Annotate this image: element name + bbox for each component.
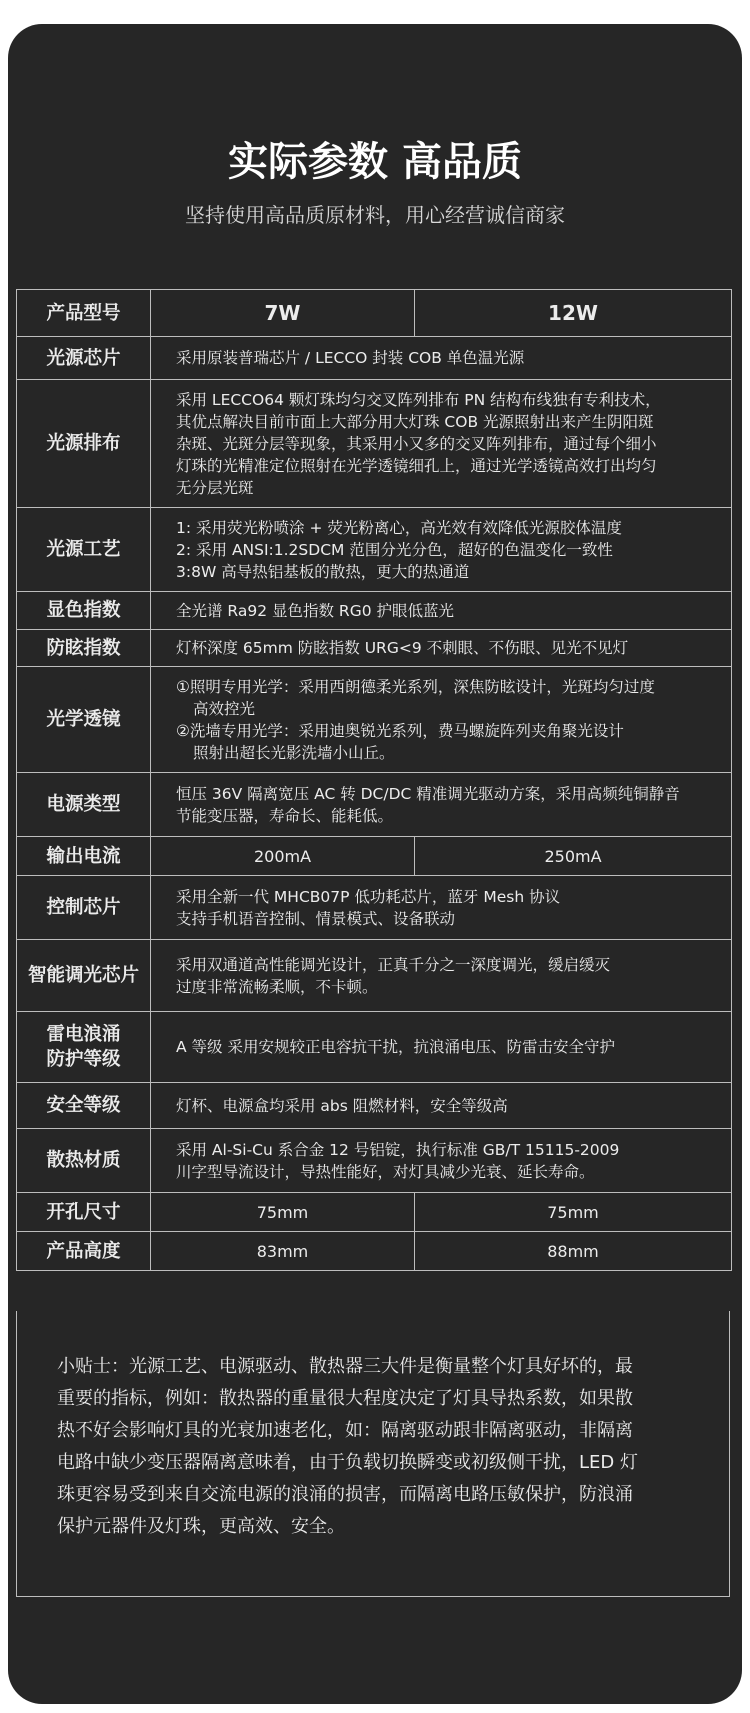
row-label: 显色指数 xyxy=(17,592,151,630)
text-line: 高效控光 xyxy=(193,699,256,718)
tip-box xyxy=(16,1311,730,1597)
row-label: 光学透镜 xyxy=(17,667,151,773)
table-row-cutout xyxy=(17,1193,732,1232)
row-value xyxy=(151,1129,732,1193)
row-label: 光源工艺 xyxy=(17,508,151,592)
table-row-optical-lens xyxy=(17,667,732,773)
model-7w-header: 7W xyxy=(151,290,415,337)
text-line: 采用 LECCO64 颗灯珠均匀交叉阵列排布 PN 结构布线独有专利技术， xyxy=(176,390,661,409)
page-title: 实际参数 高品质 xyxy=(228,139,522,185)
tip-line: 重要的指标，例如：散热器的重量很大程度决定了灯具导热系数，如果散 xyxy=(57,1388,633,1409)
row-value xyxy=(151,876,732,940)
table-row-light-process xyxy=(17,508,732,592)
row-value: 全光谱 Ra92 显色指数 RG0 护眼低蓝光 xyxy=(151,592,732,630)
row-value xyxy=(151,773,732,837)
table-row-power-type xyxy=(17,773,732,837)
row-label: 防眩指数 xyxy=(17,630,151,667)
text-line: ②洗墙专用光学：采用迪奥锐光系列，费马螺旋阵列夹角聚光设计 xyxy=(176,721,624,740)
text-line: ①照明专用光学：采用西朗德柔光系列，深焦防眩设计，光斑均匀过度 xyxy=(176,677,655,696)
text-line: 支持手机语音控制、情景模式、设备联动 xyxy=(176,909,456,928)
table-row-model xyxy=(17,290,732,337)
row-label: 产品型号 xyxy=(17,290,151,337)
text-line: 无分层光斑 xyxy=(176,478,254,497)
row-value xyxy=(151,380,732,508)
model-12w-header: 12W xyxy=(415,290,732,337)
value-7w: 200mA xyxy=(151,837,415,876)
text-line: 川字型导流设计，导热性能好，对灯具减少光衰、延长寿命。 xyxy=(176,1162,595,1181)
tip-line: 珠更容易受到来自交流电源的浪涌的损害，而隔离电路压敏保护，防浪涌 xyxy=(57,1484,633,1505)
label-line: 防护等级 xyxy=(46,1049,121,1070)
text-line: 2: 采用 ANSI:1.2SDCM 范围分光分色，超好的色温变化一致性 xyxy=(176,540,613,559)
page-subtitle: 坚持使用高品质原材料，用心经营诚信商家 xyxy=(185,203,565,227)
row-value: 采用原装普瑞芯片 / LECCO 封装 COB 单色温光源 xyxy=(151,337,732,380)
table-row-light-chip xyxy=(17,337,732,380)
text-line: 采用双通道高性能调光设计，正真千分之一深度调光，缓启缓灭 xyxy=(176,955,611,974)
tip-line: 小贴士：光源工艺、电源驱动、散热器三大件是衡量整个灯具好坏的，最 xyxy=(57,1356,633,1377)
text-line: 其优点解决目前市面上大部分用大灯珠 COB 光源照射出来产生阴阳斑 xyxy=(176,412,654,431)
row-label: 光源芯片 xyxy=(17,337,151,380)
row-label xyxy=(17,1012,151,1083)
row-label: 安全等级 xyxy=(17,1083,151,1129)
value-12w: 250mA xyxy=(415,837,732,876)
text-line: 杂斑、光斑分层等现象，其采用小又多的交叉阵列排布，通过每个细小 xyxy=(176,434,657,453)
row-label: 输出电流 xyxy=(17,837,151,876)
table-row-cri xyxy=(17,592,732,630)
text-line: 3:8W 高导热铝基板的散热，更大的热通道 xyxy=(176,562,470,581)
text-line: 采用全新一代 MHCB07P 低功耗芯片，蓝牙 Mesh 协议 xyxy=(176,887,561,906)
value-7w: 75mm xyxy=(151,1193,415,1232)
tip-line: 热不好会影响灯具的光衰加速老化，如：隔离驱动跟非隔离驱动，非隔离 xyxy=(57,1420,633,1441)
text-line: 恒压 36V 隔离宽压 AC 转 DC/DC 精准调光驱动方案，采用高频纯铜静音 xyxy=(176,784,680,803)
tip-line: 保护元器件及灯珠，更高效、安全。 xyxy=(57,1516,345,1537)
text-line: 采用 Al-Si-Cu 系合金 12 号铝锭，执行标准 GB/T 15115-2009 xyxy=(176,1140,620,1159)
text-line: 1: 采用荧光粉喷涂 + 荧光粉离心，高光效有效降低光源胶体温度 xyxy=(176,518,622,537)
row-label: 电源类型 xyxy=(17,773,151,837)
row-label: 开孔尺寸 xyxy=(17,1193,151,1232)
text-line: 照射出超长光影洗墙小山丘。 xyxy=(193,743,395,762)
row-value: A 等级 采用安规较正电容抗干扰，抗浪涌电压、防雷击安全守护 xyxy=(151,1012,732,1083)
text-line: 灯珠的光精准定位照射在光学透镜细孔上，通过光学透镜高效打出均匀 xyxy=(176,456,657,475)
row-label: 智能调光芯片 xyxy=(17,940,151,1012)
spec-table xyxy=(16,289,732,1271)
row-value xyxy=(151,667,732,773)
table-row-safety xyxy=(17,1083,732,1129)
value-12w: 88mm xyxy=(415,1232,732,1271)
table-row-output-current xyxy=(17,837,732,876)
label-line: 雷电浪涌 xyxy=(46,1024,121,1045)
table-row-control-chip xyxy=(17,876,732,940)
row-value: 灯杯、电源盒均采用 abs 阻燃材料，安全等级高 xyxy=(151,1083,732,1129)
tip-text xyxy=(57,1351,707,1543)
row-value xyxy=(151,940,732,1012)
tip-line: 电路中缺少变压器隔离意味着，由于负载切换瞬变或初级侧干扰，LED 灯 xyxy=(57,1452,638,1473)
table-row-surge xyxy=(17,1012,732,1083)
text-line: 过度非常流畅柔顺，不卡顿。 xyxy=(176,977,378,996)
table-row-light-layout xyxy=(17,380,732,508)
text-line: 节能变压器，寿命长、能耗低。 xyxy=(176,806,394,825)
row-value: 灯杯深度 65mm 防眩指数 URG<9 不刺眼、不伤眼、见光不见灯 xyxy=(151,630,732,667)
value-7w: 83mm xyxy=(151,1232,415,1271)
table-row-heat-material xyxy=(17,1129,732,1193)
row-value xyxy=(151,508,732,592)
row-label: 光源排布 xyxy=(17,380,151,508)
row-label: 散热材质 xyxy=(17,1129,151,1193)
row-label: 产品高度 xyxy=(17,1232,151,1271)
table-row-anti-glare xyxy=(17,630,732,667)
value-12w: 75mm xyxy=(415,1193,732,1232)
table-row-height xyxy=(17,1232,732,1271)
table-row-dimming-chip xyxy=(17,940,732,1012)
row-label: 控制芯片 xyxy=(17,876,151,940)
